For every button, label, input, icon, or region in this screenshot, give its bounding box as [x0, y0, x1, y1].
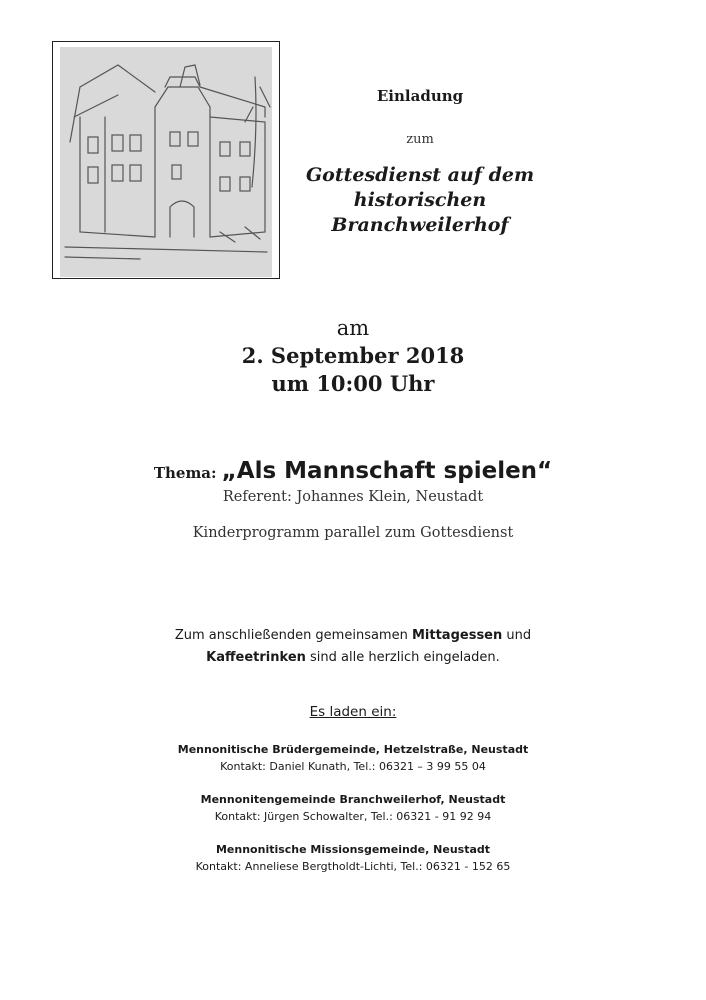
date-am: am: [336, 316, 370, 340]
sketch-frame: [52, 41, 280, 279]
hosts-heading: Es laden ein:: [309, 704, 397, 720]
lunch-invitation: [160, 625, 546, 669]
referent: Referent: Johannes Klein, Neustadt: [222, 489, 484, 505]
invitation-zum: zum: [406, 132, 434, 147]
lunch-bold-1: Mittagessen: [411, 628, 503, 643]
host-name: Mennonitengemeinde Branchweilerhof, Neustadt: [200, 793, 506, 806]
lunch-text-3: sind alle herzlich eingeladen.: [305, 650, 500, 665]
kids-program: Kinderprogramm parallel zum Gottesdienst: [192, 525, 514, 541]
building-sketch-icon: [60, 47, 272, 277]
host-name: Mennonitische Missionsgemeinde, Neustadt: [215, 843, 491, 856]
host-contact: Kontakt: Jürgen Schowalter, Tel.: 06321 - 91 92 94: [214, 810, 492, 823]
host-contact: Kontakt: Daniel Kunath, Tel.: 06321 – 3 99 55 04: [220, 760, 486, 773]
topic-line: [100, 458, 606, 484]
topic-title: „Als Mannschaft spielen“: [221, 458, 553, 484]
host-contact: Kontakt: Anneliese Bergtholdt-Lichti, Tel.: 06321 - 152 65: [195, 860, 511, 873]
lunch-bold-2: Kaffeetrinken: [206, 650, 306, 665]
host-name: Mennonitische Brüdergemeinde, Hetzelstraße, Neustadt: [177, 743, 529, 756]
event-date: 2. September 2018: [241, 343, 465, 368]
topic-label: Thema:: [153, 464, 217, 482]
lunch-text-1: Zum anschließenden gemeinsamen: [174, 628, 412, 643]
event-title-line-3: Branchweilerhof: [331, 214, 509, 236]
event-time: um 10:00 Uhr: [271, 371, 435, 396]
host-item: [120, 793, 586, 823]
event-title-line-2: historischen: [353, 189, 487, 211]
invitation-heading: Einladung: [376, 87, 464, 105]
lunch-text-2: und: [502, 628, 532, 643]
event-title-line-1: Gottesdienst auf dem: [305, 164, 535, 186]
host-item: [120, 843, 586, 873]
building-sketch-image: [60, 47, 272, 277]
event-title: [300, 163, 540, 238]
host-item: [120, 743, 586, 773]
